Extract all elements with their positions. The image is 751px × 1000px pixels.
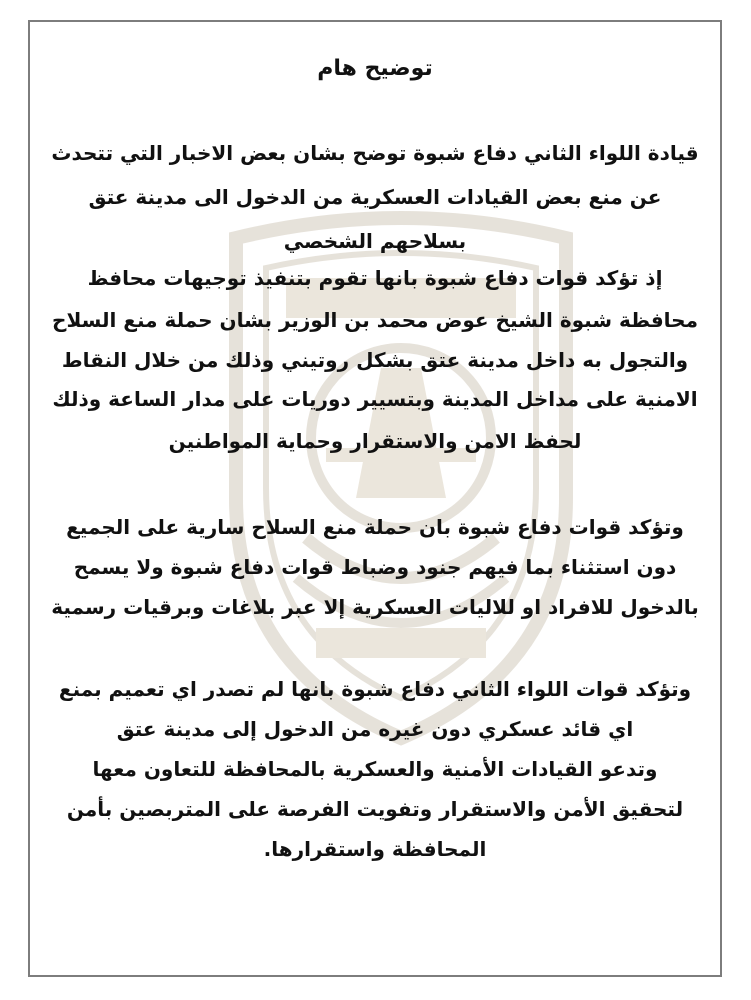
p4-line-5: المحافظة واستقرارها. — [263, 837, 487, 861]
p1-line-2: عن منع بعض القيادات العسكرية من الدخول الى مدينة عتق — [88, 185, 662, 209]
p2-line-4: الامنية على مداخل المدينة وبتسيير دوريات على مدار الساعة وذلك — [52, 387, 698, 411]
p4-line-3: وتدعو القيادات الأمنية والعسكرية بالمحافظة للتعاون معها — [92, 757, 658, 781]
p2-line-2: محافظة شبوة الشيخ عوض محمد بن الوزير بشان حملة منع السلاح — [52, 308, 698, 332]
p4-line-1: وتؤكد قوات اللواء الثاني دفاع شبوة بانها لم تصدر اي تعميم بمنع — [58, 677, 692, 701]
p4-line-4: لتحقيق الأمن والاستقرار وتفويت الفرصة على المتربصين بأمن — [66, 797, 684, 821]
p2-line-5: لحفظ الامن والاستقرار وحماية المواطنين — [168, 429, 582, 453]
document-title: توضيح هام — [317, 56, 433, 81]
p3-line-2: دون استثناء بما فيهم جنود وضباط قوات دفاع شبوة ولا يسمح — [73, 555, 677, 579]
p4-line-2: اي قائد عسكري دون غيره من الدخول إلى مدينة عتق — [116, 717, 634, 741]
p2-line-3: والتجول به داخل مدينة عتق بشكل روتيني وذلك من خلال النقاط — [61, 348, 689, 372]
p2-line-1: إذ تؤكد قوات دفاع شبوة بانها تقوم بتنفيذ توجيهات محافظ — [87, 266, 663, 290]
p1-line-3: بسلاحهم الشخصي — [283, 229, 467, 253]
p3-line-1: وتؤكد قوات دفاع شبوة بان حملة منع السلاح سارية على الجميع — [66, 515, 684, 539]
p1-line-1: قيادة اللواء الثاني دفاع شبوة توضح بشان بعض الاخبار التي تتحدث — [51, 141, 699, 165]
document-page — [28, 20, 722, 977]
p3-line-3: بالدخول للافراد او للاليات العسكرية إلا عبر بلاغات وبرقيات رسمية — [51, 595, 699, 619]
